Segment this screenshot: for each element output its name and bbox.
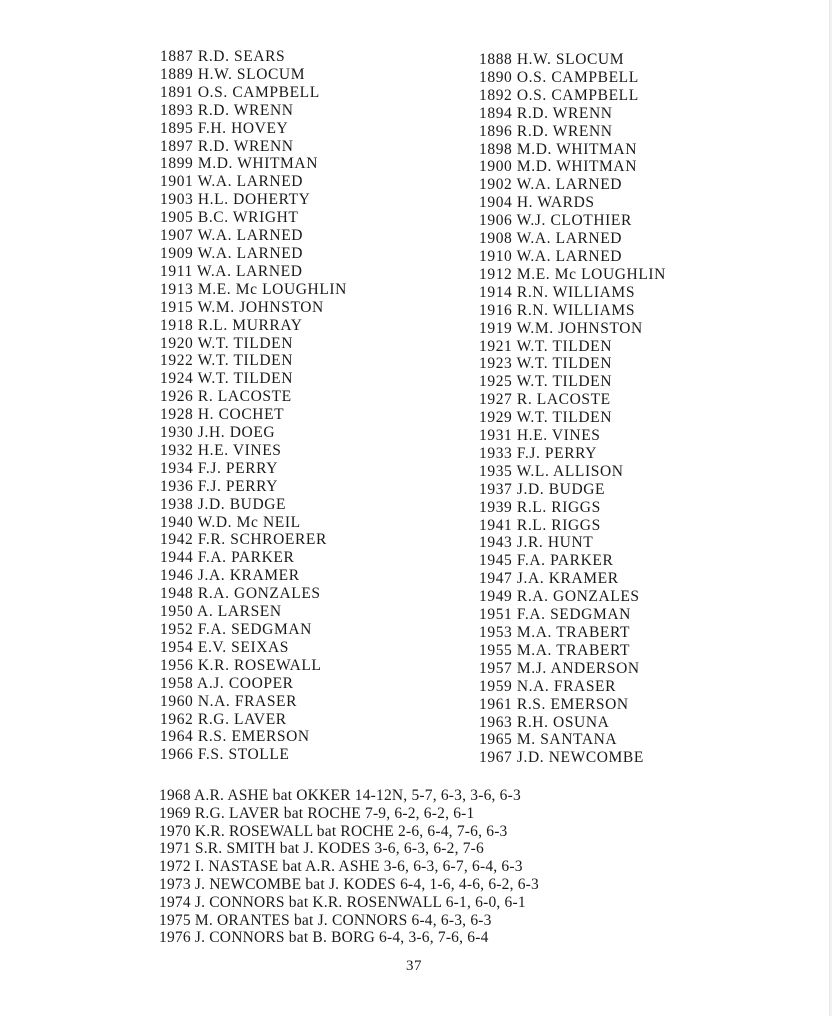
- champion-entry: 1947 J.A. KRAMER: [479, 570, 619, 588]
- champion-entry: 1921 W.T. TILDEN: [479, 337, 613, 355]
- champion-entry: 1946 J.A. KRAMER: [160, 567, 300, 585]
- champion-entry: 1901 W.A. LARNED: [160, 173, 304, 191]
- champion-entry: 1888 H.W. SLOCUM: [479, 51, 625, 68]
- champion-entry: 1891 O.S. CAMPBELL: [160, 83, 320, 101]
- champion-entry: 1936 F.J. PERRY: [160, 477, 279, 495]
- champion-entry: 1965 M. SANTANA: [479, 731, 618, 749]
- champion-entry: 1939 R.L. RIGGS: [479, 498, 601, 516]
- champion-entry: 1943 J.R. HUNT: [479, 534, 594, 552]
- champion-entry: 1942 F.R. SCHROERER: [160, 531, 327, 549]
- champion-entry: 1907 W.A. LARNED: [160, 227, 304, 245]
- champion-entry: 1958 A.J. COOPER: [160, 674, 294, 692]
- champion-entry: 1945 F.A. PARKER: [479, 552, 614, 570]
- champion-entry: 1930 J.H. DOEG: [160, 424, 276, 442]
- champion-entry: 1919 W.M. JOHNSTON: [479, 319, 643, 337]
- champion-entry: 1896 R.D. WRENN: [479, 122, 613, 140]
- champion-entry: 1925 W.T. TILDEN: [479, 373, 613, 391]
- page-number: 37: [406, 958, 422, 974]
- champions-list-right: [479, 51, 666, 767]
- champion-entry: 1895 F.H. HOVEY: [160, 119, 289, 137]
- champion-entry: 1952 F.A. SEDGMAN: [160, 621, 312, 638]
- champion-entry: 1915 W.M. JOHNSTON: [160, 298, 324, 316]
- final-result-entry: 1975 M. ORANTES bat J. CONNORS 6-4, 6-3, 6-3: [159, 911, 492, 929]
- champion-entry: 1949 R.A. GONZALES: [479, 588, 640, 606]
- champion-entry: 1962 R.G. LAVER: [160, 710, 287, 728]
- champion-entry: 1966 F.S. STOLLE: [160, 746, 290, 764]
- champion-entry: 1899 M.D. WHITMAN: [160, 155, 319, 173]
- champion-entry: 1954 E.V. SEIXAS: [160, 638, 290, 656]
- final-result-entry: 1969 R.G. LAVER bat ROCHE 7-9, 6-2, 6-2, 6-1: [159, 804, 475, 822]
- champion-entry: 1929 W.T. TILDEN: [479, 409, 613, 427]
- champion-entry: 1963 R.H. OSUNA: [479, 713, 610, 731]
- champion-entry: 1941 R.L. RIGGS: [479, 516, 601, 534]
- champion-entry: 1918 R.L. MURRAY: [160, 316, 303, 334]
- champion-entry: 1906 W.J. CLOTHIER: [479, 212, 632, 230]
- champion-entry: 1903 H.L. DOHERTY: [160, 191, 311, 209]
- champion-entry: 1914 R.N. WILLIAMS: [479, 283, 636, 301]
- champion-entry: 1953 M.A. TRABERT: [479, 624, 631, 641]
- final-result-entry: 1974 J. CONNORS bat K.R. ROSENWALL 6-1, 6-0, 6-1: [159, 893, 526, 911]
- champion-entry: 1944 F.A. PARKER: [160, 549, 295, 567]
- champion-entry: 1959 N.A. FRASER: [479, 677, 617, 695]
- finals-results-list: [159, 787, 539, 947]
- champion-entry: 1911 W.A. LARNED: [160, 262, 303, 280]
- champion-entry: 1910 W.A. LARNED: [479, 247, 623, 265]
- champion-entry: 1961 R.S. EMERSON: [479, 695, 629, 713]
- champion-entry: 1960 N.A. FRASER: [160, 692, 298, 710]
- champion-entry: 1928 H. COCHET: [160, 406, 285, 424]
- champion-entry: 1967 J.D. NEWCOMBE: [479, 749, 644, 767]
- champion-entry: 1935 W.L. ALLISON: [479, 462, 624, 480]
- final-result-entry: 1968 A.R. ASHE bat OKKER 14-12N, 5-7, 6-3, 3-6, 6-3: [159, 787, 521, 804]
- champion-entry: 1909 W.A. LARNED: [160, 244, 304, 262]
- champion-entry: 1892 O.S. CAMPBELL: [479, 86, 639, 104]
- champion-entry: 1887 R.D. SEARS: [160, 48, 286, 65]
- champion-entry: 1908 W.A. LARNED: [479, 230, 623, 248]
- final-result-entry: 1973 J. NEWCOMBE bat J. KODES 6-4, 1-6, 4-6, 6-2, 6-3: [159, 875, 539, 893]
- champion-entry: 1898 M.D. WHITMAN: [479, 140, 638, 158]
- champion-entry: 1931 H.E. VINES: [479, 427, 601, 445]
- champion-entry: 1905 B.C. WRIGHT: [160, 209, 299, 227]
- champion-entry: 1950 A. LARSEN: [160, 603, 282, 621]
- champion-entry: 1902 W.A. LARNED: [479, 176, 623, 194]
- champion-entry: 1951 F.A. SEDGMAN: [479, 606, 631, 624]
- champion-entry: 1897 R.D. WRENN: [160, 137, 294, 155]
- champion-entry: 1956 K.R. ROSEWALL: [160, 656, 322, 674]
- champion-entry: 1926 R. LACOSTE: [160, 388, 292, 406]
- champion-entry: 1920 W.T. TILDEN: [160, 334, 294, 352]
- champion-entry: 1955 M.A. TRABERT: [479, 641, 631, 659]
- champion-entry: 1916 R.N. WILLIAMS: [479, 301, 636, 319]
- final-result-entry: 1976 J. CONNORS bat B. BORG 6-4, 3-6, 7-6, 6-4: [159, 929, 489, 947]
- champion-entry: 1932 H.E. VINES: [160, 441, 282, 459]
- final-result-entry: 1970 K.R. ROSEWALL bat ROCHE 2-6, 6-4, 7-6, 6-3: [159, 822, 508, 840]
- champion-entry: 1923 W.T. TILDEN: [479, 355, 613, 373]
- final-result-entry: 1972 I. NASTASE bat A.R. ASHE 3-6, 6-3, 6-7, 6-4, 6-3: [159, 858, 523, 876]
- champion-entry: 1938 J.D. BUDGE: [160, 495, 287, 513]
- champion-entry: 1894 R.D. WRENN: [479, 104, 613, 122]
- champion-entry: 1900 M.D. WHITMAN: [479, 158, 638, 176]
- champion-entry: 1904 H. WARDS: [479, 194, 595, 212]
- final-result-entry: 1971 S.R. SMITH bat J. KODES 3-6, 6-3, 6-2, 7-6: [159, 840, 484, 858]
- champion-entry: 1964 R.S. EMERSON: [160, 728, 310, 746]
- champion-entry: 1890 O.S. CAMPBELL: [479, 68, 639, 86]
- champion-entry: 1940 W.D. Mc NEIL: [160, 513, 301, 531]
- champion-entry: 1934 F.J. PERRY: [160, 459, 279, 477]
- champion-entry: 1913 M.E. Mc LOUGHLIN: [160, 280, 347, 298]
- champion-entry: 1948 R.A. GONZALES: [160, 585, 321, 603]
- champion-entry: 1912 M.E. Mc LOUGHLIN: [479, 265, 666, 283]
- champion-entry: 1933 F.J. PERRY: [479, 444, 598, 462]
- champions-list-left: [160, 48, 347, 764]
- champion-entry: 1922 W.T. TILDEN: [160, 352, 294, 370]
- champion-entry: 1937 J.D. BUDGE: [479, 480, 606, 498]
- champion-entry: 1924 W.T. TILDEN: [160, 370, 294, 388]
- champion-entry: 1893 R.D. WRENN: [160, 101, 294, 119]
- champion-entry: 1957 M.J. ANDERSON: [479, 659, 640, 677]
- champion-entry: 1889 H.W. SLOCUM: [160, 65, 306, 83]
- champion-entry: 1927 R. LACOSTE: [479, 391, 611, 409]
